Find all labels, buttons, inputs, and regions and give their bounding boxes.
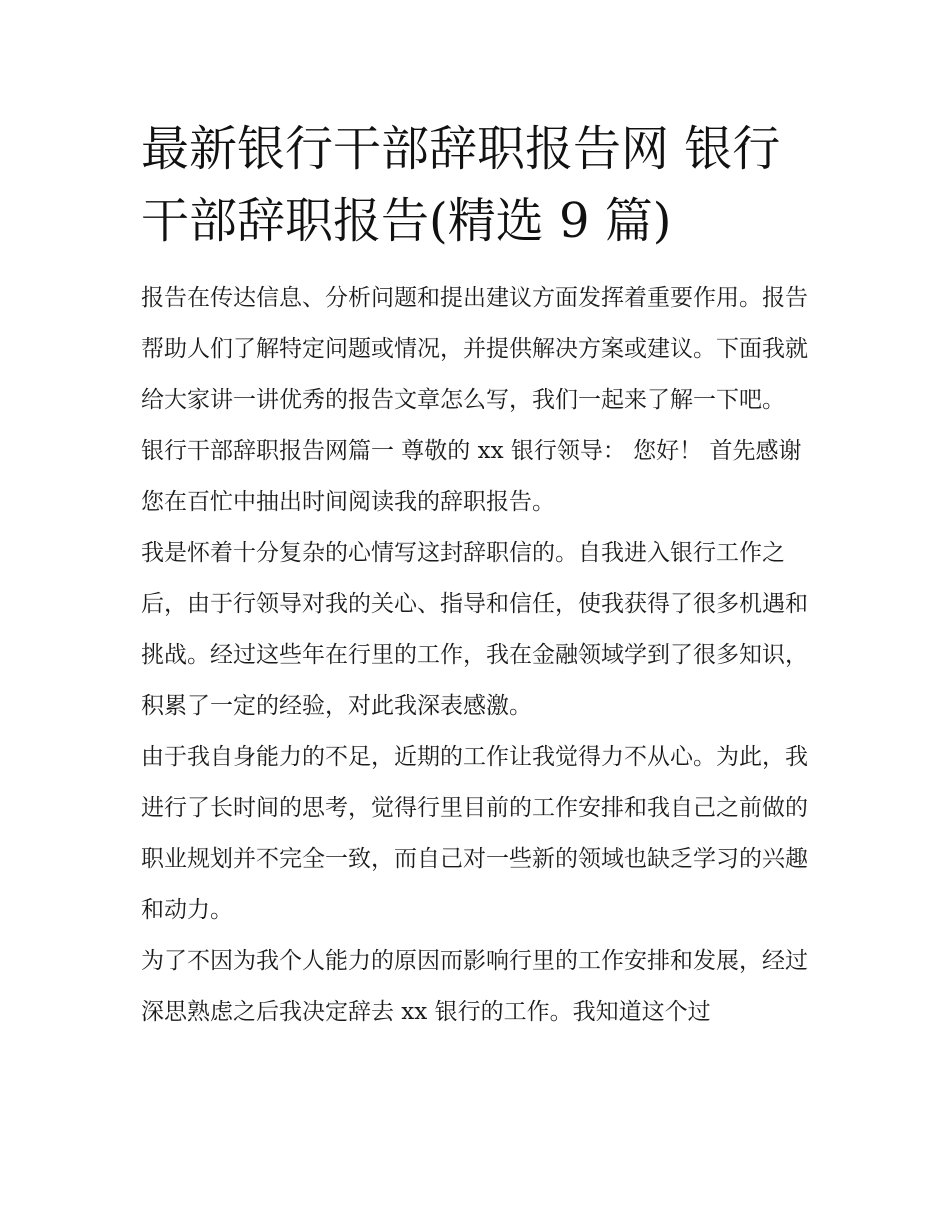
reason-paragraph: 由于我自身能力的不足，近期的工作让我觉得力不从心。为此，我进行了长时间的思考，觉得行里目前的工作安排和我自己之前做的职业规划并不完全一致，而自己对一些新的领域也缺乏学习的兴趣和动力。 xyxy=(141,744,808,923)
salutation-paragraph: 银行干部辞职报告网篇一 尊敬的 xx 银行领导： 您好！ 首先感谢您在百忙中抽出时间阅读我的辞职报告。 xyxy=(141,438,802,515)
document-body xyxy=(141,113,813,1038)
gratitude-paragraph: 我是怀着十分复杂的心情写这封辞职信的。自我进入银行工作之后，由于行领导对我的关心、指导和信任，使我获得了很多机遇和挑战。经过这些年在行里的工作，我在金融领域学到了很多知识，积累了一定的经验，对此我深表感激。 xyxy=(141,540,808,719)
decision-paragraph: 为了不因为我个人能力的原因而影响行里的工作安排和发展，经过深思熟虑之后我决定辞去 xx 银行的工作。我知道这个过 xyxy=(141,948,808,1025)
intro-paragraph: 报告在传达信息、分析问题和提出建议方面发挥着重要作用。报告帮助人们了解特定问题或情况，并提供解决方案或建议。下面我就给大家讲一讲优秀的报告文章怎么写，我们一起来了解一下吧。 xyxy=(141,285,808,413)
document-title: 最新银行干部辞职报告网 银行干部辞职报告(精选 9 篇) xyxy=(141,121,781,249)
